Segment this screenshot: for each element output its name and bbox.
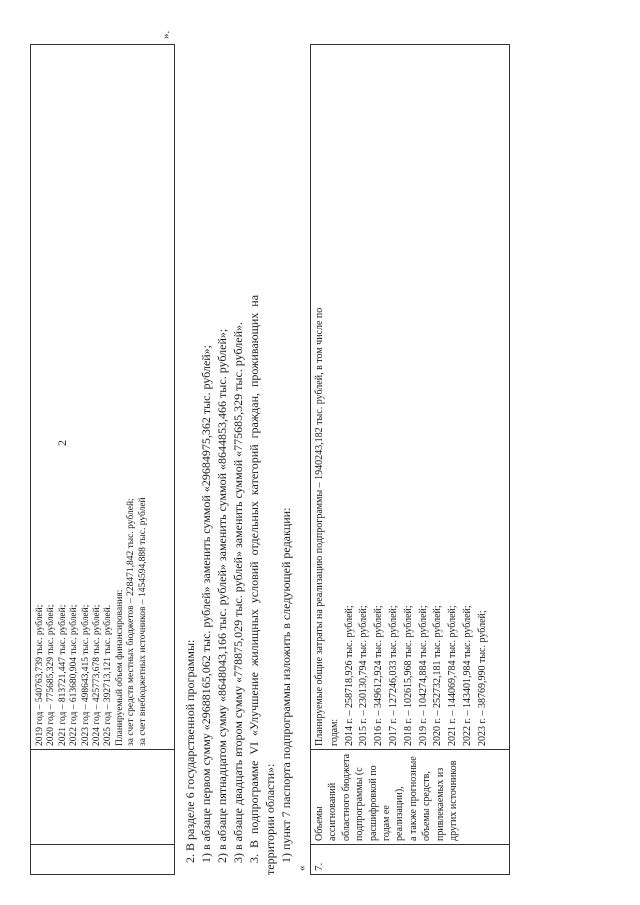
label-line: годам ее реализации),: [381, 786, 406, 841]
body-line: 2023 г. – 38769,990 тыс. рублей;: [476, 610, 488, 746]
financing-table-continued: [30, 44, 175, 875]
local-budgets-line: за счет средств местных бюджетов – 228471,842 тыс. рублей;: [126, 498, 137, 746]
rotated-page-content: [30, 25, 630, 875]
number-cell: [31, 845, 175, 875]
page-number: 2: [55, 440, 69, 446]
row-number-cell: 7.: [311, 845, 510, 875]
section-2-item-1: 1) в абзаце первом сумму «29688165,062 тыс. рублей» заменить суммой «29684975,362 тыс. рублей»;: [199, 344, 213, 863]
label-line: Объемы ассигнований: [314, 782, 339, 841]
label-line: а также прогнозные: [407, 756, 419, 841]
body-line: 2019 г. – 104274,884 тыс. рублей;: [417, 605, 429, 746]
label-line: других источников: [448, 760, 460, 841]
year-2020-line: 2020 год – 775685,329 тыс. рублей;: [46, 604, 57, 746]
row-body-cell: [311, 45, 510, 750]
body-line: 2021 г. – 144069,784 тыс. рублей;: [447, 605, 459, 746]
body-line: 2016 г. – 349612,924 тыс. рублей;: [373, 605, 385, 746]
label-cell: [31, 750, 175, 845]
body-line: 2020 г. – 252732,181 тыс. рублей;: [432, 605, 444, 746]
financing-text-cell: [31, 45, 175, 750]
label-line: расшифровкой по: [367, 765, 379, 841]
opening-quote: «: [296, 865, 308, 871]
body-line: 2014 г. – 258718,926 тыс. рублей;: [343, 605, 355, 746]
label-line: подпрограммы (с: [354, 767, 366, 841]
section-2-item-2: 2) в абзаце пятнадцатом сумму «8648043,166 тыс. рублей» заменить суммой «8644853,466 тыс. рублей»;: [215, 328, 229, 863]
section-3-line-2: территории области»:: [263, 763, 277, 875]
section-2-item-3: 3) в абзаце двадцать втором сумму «778875,029 тыс. рублей» заменить суммой «775685,329 тыс. рублей».: [231, 321, 245, 863]
body-line: 2015 г. – 230130,794 тыс. рублей;: [358, 605, 370, 746]
year-2022-line: 2022 год – 613680,904 тыс. рублей;: [69, 604, 80, 746]
year-2019-line: 2019 год – 540763,739 тыс. рублей;: [35, 604, 45, 746]
label-line: областного бюджета: [340, 753, 352, 841]
label-line: привлекаемых из: [434, 767, 446, 841]
section-2-heading: 2. В разделе 6 государственной программы:: [183, 639, 197, 863]
body-line: 2018 г. – 102615,968 тыс. рублей;: [402, 605, 414, 746]
section-3-line-1: 3. В подпрограмме VI «Улучшение жилищных условий отдельных категорий граждан, проживающих на: [247, 294, 261, 863]
planned-financing-line: Планируемый объем финансирования:: [114, 589, 125, 746]
year-2021-line: 2021 год – 813721,447 тыс. рублей;: [57, 604, 68, 746]
label-line: объемы средств,: [421, 771, 433, 841]
passport-item-7-table: [310, 44, 510, 875]
section-3-item-1: 1) пункт 7 паспорта подпрограммы изложить в следующей редакции:: [279, 507, 293, 863]
year-2025-line: 2025 год – 392713,121 тыс. рублей.: [103, 604, 114, 746]
body-line: годам:: [328, 718, 340, 746]
body-line: 2017 г. – 127246,033 тыс. рублей;: [387, 605, 399, 746]
extrabudgetary-line: за счет внебюджетных источников – 1454594,888 тыс. рублей: [137, 497, 148, 746]
year-2024-line: 2024 год – 425773,678 тыс. рублей;: [92, 604, 103, 746]
row-label-cell: [311, 750, 510, 845]
body-line: 2022 г. – 143401,984 тыс. рублей;: [461, 605, 473, 746]
closing-quote: ».: [160, 30, 172, 39]
year-2023-line: 2023 год – 498643,415 тыс. рублей;: [80, 604, 91, 746]
body-line: Планируемые общие затраты на реализацию подпрограммы – 1940243,182 тыс. рублей, в том числе по: [314, 307, 325, 746]
